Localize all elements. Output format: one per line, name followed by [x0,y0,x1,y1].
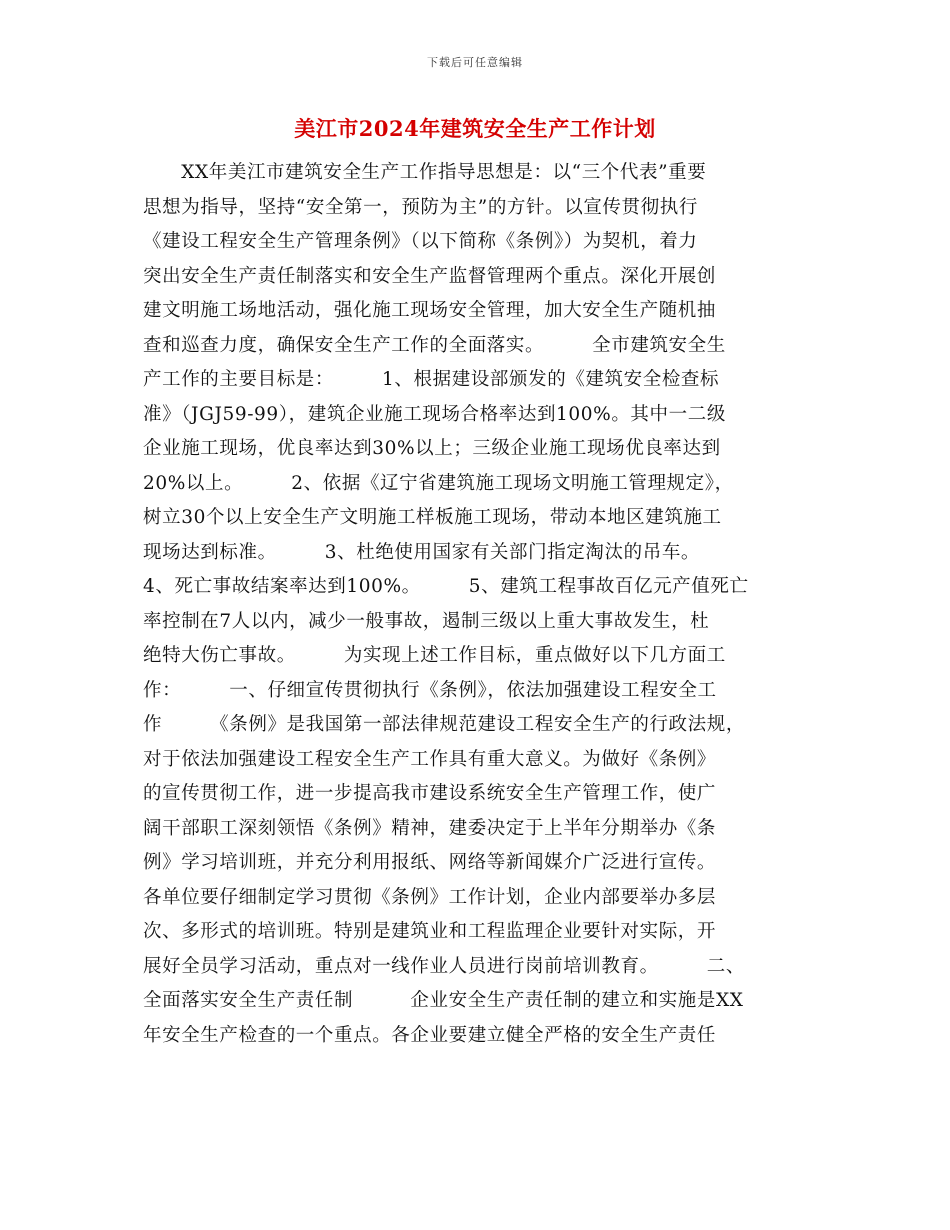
body-line: 作： 一、仔细宣传贯彻执行《条例》，依法加强建设工程安全工 [143,679,717,701]
body-line: 思想为指导，坚持“安全第一，预防为主”的方针。以宣传贯彻执行 [143,196,698,218]
body-line: 《建设工程安全生产管理条例》（以下简称《条例》）为契机，着力 [143,231,698,252]
body-line: 各单位要仔细制定学习贯彻《条例》工作计划，企业内部要举办多层 [143,886,717,908]
body-line: 阔干部职工深刻领悟《条例》精神，建委决定于上半年分期举办《条 [143,817,717,839]
body-line: 突出安全生产责任制落实和安全生产监督管理两个重点。深化开展创 [143,265,717,287]
body-line: 绝特大伤亡事故。 为实现上述工作目标，重点做好以下几方面工 [143,645,726,666]
body-line: 作 《条例》是我国第一部法律规范建设工程安全生产的行政法规， [143,714,745,735]
body-line: XX年美江市建筑安全生产工作指导思想是：以“三个代表”重要 [143,162,707,183]
body-line: 现场达到标准。 3、杜绝使用国家有关部门指定淘汰的吊车。 [143,541,701,563]
document-title: 美江市2024年建筑安全生产工作计划 [294,116,656,141]
page-header-note: 下载后可任意编辑 [427,56,523,69]
body-line: 20%以上。 2、依据《辽宁省建筑施工现场文明施工管理规定》， [143,472,734,494]
body-line: 对于依法加强建设工程安全生产工作具有重大意义。为做好《条例》 [143,748,717,770]
body-line: 展好全员学习活动，重点对一线作业人员进行岗前培训教育。 二、 [143,955,745,977]
body-line: 年安全生产检查的一个重点。各企业要建立健全严格的安全生产责任 [143,1024,717,1046]
body-line: 全面落实安全生产责任制 企业安全生产责任制的建立和实施是XX [143,990,744,1011]
body-line: 产工作的主要目标是： 1、根据建设部颁发的《建筑安全检查标 [143,369,720,390]
document-body [143,156,815,1053]
body-line: 准》（JGJ59-99），建筑企业施工现场合格率达到100%。其中一二级 [143,403,726,425]
body-line: 的宣传贯彻工作，进一步提高我市建设系统安全生产管理工作，使广 [143,783,717,804]
body-line: 4、死亡事故结案率达到100%。 5、建筑工程事故百亿元产值死亡 [143,576,749,597]
body-line: 查和巡查力度，确保安全生产工作的全面落实。 全市建筑安全生 [143,334,726,356]
body-line: 次、多形式的培训班。特别是建筑业和工程监理企业要针对实际，开 [143,921,717,942]
body-line: 率控制在7人以内，减少一般事故，遏制三级以上重大事故发生，杜 [143,610,710,632]
body-line: 企业施工现场，优良率达到30%以上；三级企业施工现场优良率达到 [143,438,721,459]
body-line: 树立30个以上安全生产文明施工样板施工现场，带动本地区建筑施工 [143,507,722,528]
body-line: 建文明施工场地活动，强化施工现场安全管理，加大安全生产随机抽 [143,300,717,321]
body-line: 例》学习培训班，并充分利用报纸、网络等新闻媒介广泛进行宣传。 [143,852,717,873]
